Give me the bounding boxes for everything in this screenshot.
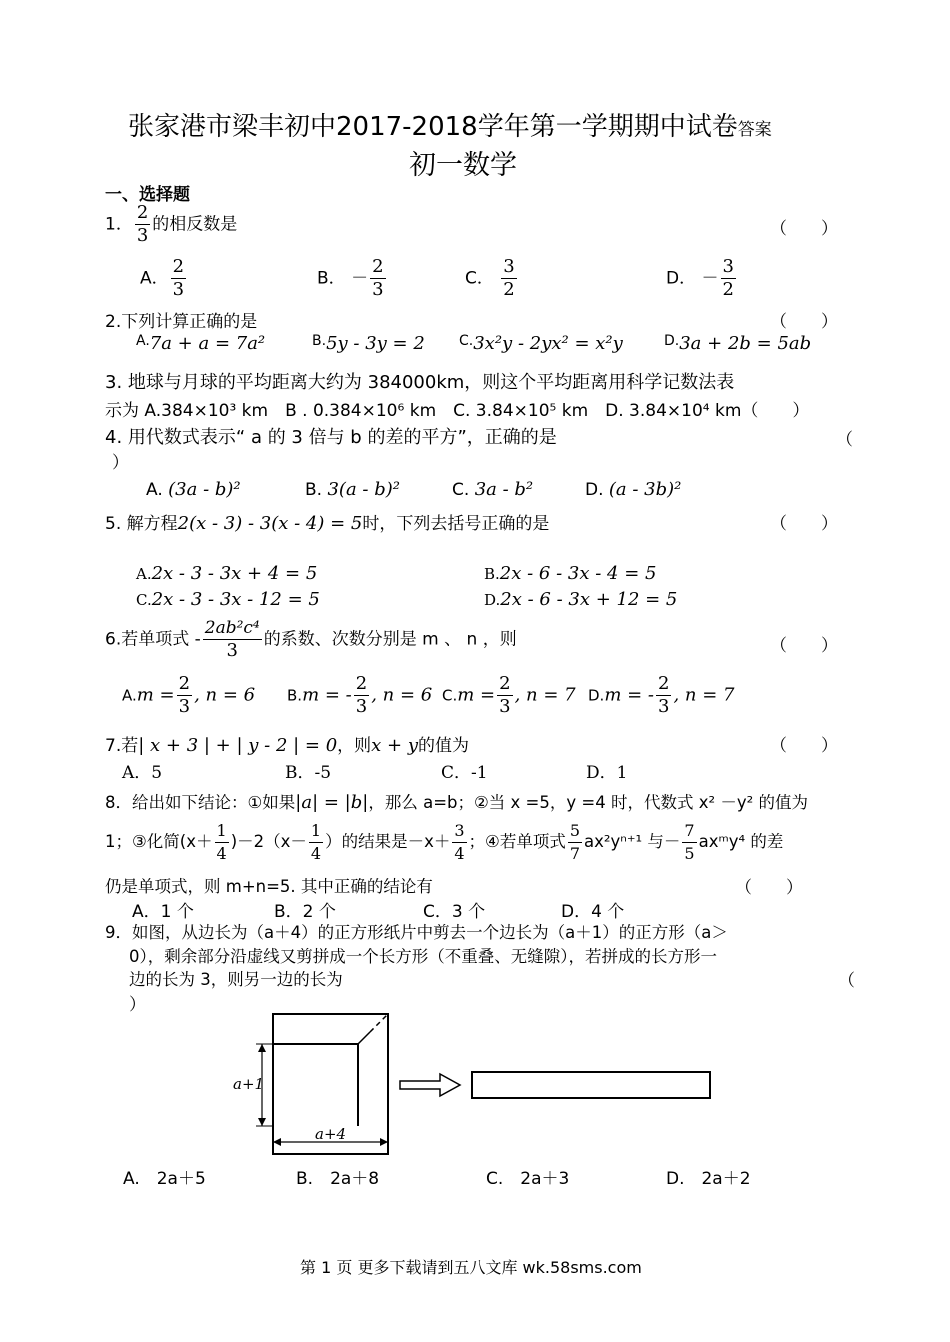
answer-paren-2: （ ）: [770, 312, 838, 332]
q1-option-d: D． － $\frac{3}{2}$: [666, 256, 734, 300]
diagonal-cut: [358, 1032, 370, 1044]
answer-paren-9-close: ）: [129, 995, 146, 1015]
question-7: 7.若| x + 3 | + | y - 2 | = 0，则x + y的值为: [105, 735, 470, 756]
question-6: 6.若单项式 - $\frac{\text{2ab²c⁴}}{3}$ 的系数、次数分别是 m 、 n ，则: [105, 618, 517, 661]
question-8-line-2: 1；③化简(x＋ $\frac{1}{4}$ )－2（x－ $\frac{1}{4}$ ）的结果是－x＋ $\frac{3}{4}$ ；④若单项式 $\frac{5}{7}$ ax²yⁿ⁺¹ 与－ $\frac{7}{5}$ axᵐy⁴ 的差: [105, 821, 784, 863]
inner-square: [273, 1044, 358, 1126]
question-8-line-3: 仍是单项式，则 m+n=5. 其中正确的结论有: [105, 877, 433, 896]
question-2: 2.下列计算正确的是: [105, 312, 258, 332]
q8-option-b: B．2 个: [274, 902, 336, 922]
question-9-line-1: 9．如图，从边长为（a＋4）的正方形纸片中剪去一个边长为（a＋1）的正方形（a＞: [105, 923, 728, 942]
q4-option-b: B. 3(a - b)²: [305, 479, 400, 500]
q9-figure: [230, 1008, 730, 1158]
q6-option-d: D.m = - $\frac{2}{3}$ , n = 7: [588, 673, 735, 717]
q2-option-c: $^{C.}$3x²y - 2yx² = x²y: [459, 333, 623, 354]
page-footer: 第 1 页 更多下载请到五八文库 wk.58sms.com: [300, 1258, 642, 1277]
q5-option-b: B.2x - 6 - 3x - 4 = 5: [484, 563, 657, 584]
q7-option-b: B．-5: [285, 763, 332, 783]
q6-option-a: A.m = $\frac{2}{3}$ , n = 6: [122, 673, 256, 717]
answer-paren-9-open: （: [838, 971, 855, 991]
q5-option-d: D.2x - 6 - 3x + 12 = 5: [484, 589, 678, 610]
question-3-line-2: 示为 A.384×10³ km B . 0.384×10⁶ km C. 3.84×10⁵ km D. 3.84×10⁴ km（ ）: [105, 401, 810, 421]
answer-paren-7: （ ）: [770, 736, 838, 756]
answer-paren-4-close: ）: [112, 453, 129, 473]
q1-option-b: B． － $\frac{2}{3}$: [317, 256, 384, 300]
q4-option-c: C. 3a - b²: [452, 479, 534, 500]
q8-option-a: A．1 个: [132, 902, 194, 922]
answer-paren-8: （ ）: [735, 878, 803, 898]
question-9-line-2: 0），剩余部分沿虚线又剪拼成一个长方形（不重叠、无缝隙），若拼成的长方形一: [129, 947, 717, 966]
question-8-line-1: 8．给出如下结论：①如果|a| = |b|，那么 a=b；②当 x =5，y =4 时，代数式 x² －y² 的值为: [105, 792, 808, 813]
q4-option-a: A. (3a - b)²: [146, 479, 241, 500]
answer-paren-4-open: （: [836, 430, 853, 450]
q5-option-c: C.2x - 3 - 3x - 12 = 5: [136, 589, 320, 610]
q2-option-d: $^{D.}$3a + 2b = 5ab: [664, 333, 812, 354]
section-heading: 一、选择题: [105, 185, 190, 205]
q1-option-c: C． $\frac{3}{2}$: [465, 256, 515, 300]
question-1: 1． $\frac{2}{3}$ 的相反数是: [105, 202, 238, 246]
q1-option-a: A． $\frac{2}{3}$: [140, 256, 185, 300]
q8-option-d: D．4 个: [561, 902, 625, 922]
q9-option-c: C. 2a＋3: [486, 1169, 570, 1189]
question-9-line-3: 边的长为 3，则另一边的长为: [129, 970, 343, 989]
answer-paren-1: （ ）: [770, 219, 838, 239]
q9-option-b: B. 2a＋8: [296, 1169, 380, 1189]
answer-paren-6: （ ）: [770, 636, 838, 656]
q7-option-d: D．1: [586, 763, 628, 783]
q6-option-b: B.m = - $\frac{2}{3}$ , n = 6: [287, 673, 433, 717]
transform-arrow-icon: [400, 1074, 460, 1096]
q5-option-a: A.2x - 3 - 3x + 4 = 5: [136, 563, 318, 584]
question-3-line-1: 3. 地球与月球的平均距离大约为 384000km，则这个平均距离用科学记数法表: [105, 372, 735, 393]
q2-option-b: $^{B.}$5y - 3y = 2: [312, 333, 425, 354]
q7-option-c: C．-1: [441, 763, 488, 783]
page-subtitle: 初一数学: [409, 150, 517, 181]
answer-paren-5: （ ）: [770, 514, 838, 534]
label-a-plus-1: a+1: [233, 1075, 265, 1093]
label-a-plus-4: a+4: [315, 1125, 347, 1143]
q6-option-c: C.m = $\frac{2}{3}$ , n = 7: [442, 673, 576, 717]
q8-option-c: C．3 个: [423, 902, 486, 922]
q4-option-d: D. (a - 3b)²: [585, 479, 682, 500]
q9-option-d: D. 2a＋2: [666, 1169, 751, 1189]
q7-option-a: A．5: [122, 763, 163, 783]
dashed-cut: [370, 1014, 388, 1032]
question-5: 5. 解方程2(x - 3) - 3(x - 4) = 5时，下列去括号正确的是: [105, 513, 550, 534]
question-4: 4. 用代数式表示“ a 的 3 倍与 b 的差的平方”，正确的是: [105, 427, 557, 448]
q9-option-a: A. 2a＋5: [123, 1169, 206, 1189]
result-rectangle: [472, 1072, 710, 1098]
page-title: 张家港市梁丰初中2017-2018学年第一学期期中试卷答案: [128, 112, 772, 142]
q2-option-a: $^{A.}$7a + a = 7a²: [136, 333, 266, 354]
